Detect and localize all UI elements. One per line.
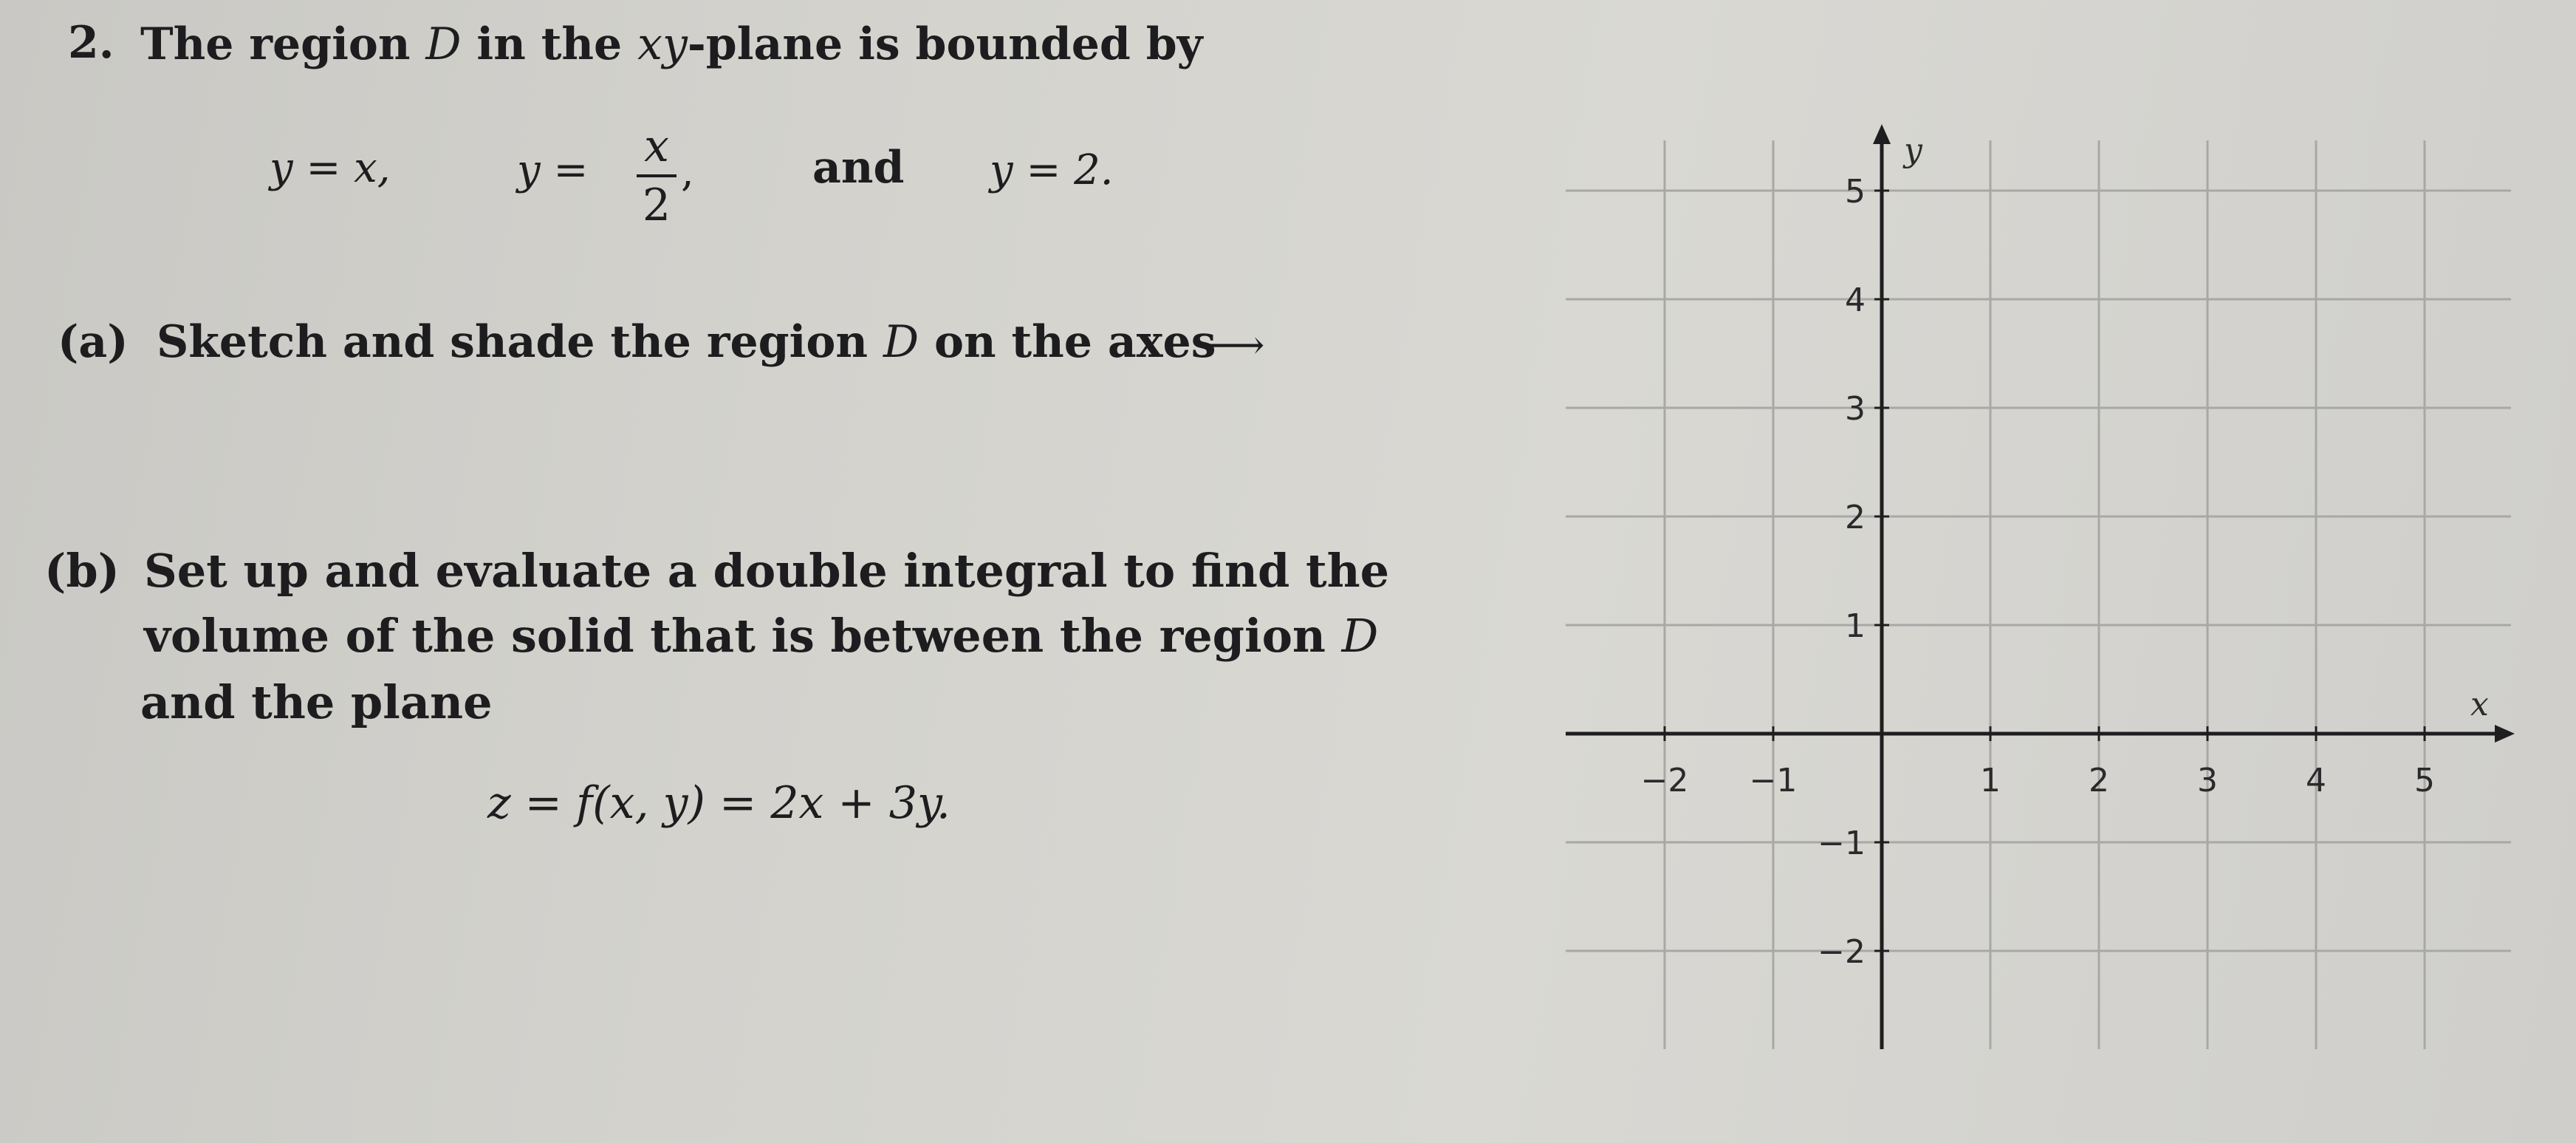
part-b-line-3: and the plane — [140, 675, 493, 729]
right-arrow: ⟶ — [1208, 321, 1265, 368]
part-a-region-variable: D — [883, 316, 919, 368]
part-a-label: (a) — [58, 316, 129, 368]
x-tick-label: −2 — [1640, 762, 1689, 799]
x-axis-arrowhead — [2495, 725, 2515, 743]
y-tick-label: 5 — [1845, 173, 1866, 211]
fraction-denominator: 2 — [642, 180, 671, 231]
x-tick-label: 3 — [2197, 762, 2218, 799]
y-tick-label: −1 — [1818, 825, 1866, 862]
y-axis-arrowhead — [1873, 124, 1891, 144]
y-tick-label: −2 — [1818, 933, 1866, 971]
part-b-region-variable: D — [1341, 609, 1379, 663]
x-tick-label: 2 — [2089, 762, 2109, 799]
fraction-numerator: x — [644, 120, 669, 172]
axes — [1566, 124, 2515, 1049]
y-tick-label: 4 — [1845, 282, 1866, 319]
equation-y-equals-2: y = 2. — [990, 146, 1114, 194]
x-axis-label: x — [2470, 686, 2489, 723]
tick-labels — [1641, 132, 2489, 971]
intro-pre-text: The region — [140, 18, 411, 70]
plane-formula: z = f(x, y) = 2x + 3y. — [487, 777, 950, 829]
part-b-label: (b) — [44, 544, 120, 598]
x-tick-label: 1 — [1980, 762, 2001, 799]
plane-variable: xy — [637, 18, 688, 70]
equation-y-equals-half-x-lhs: y = — [517, 146, 589, 194]
and-conjunction: and — [812, 142, 905, 194]
intro-post-text: -plane is bounded by — [687, 18, 1203, 70]
intro-mid-text: in the — [476, 18, 623, 70]
x-tick-label: −1 — [1749, 762, 1798, 799]
problem-number: 2. — [68, 17, 114, 69]
x-tick-label: 4 — [2306, 762, 2326, 799]
y-tick-label: 3 — [1845, 390, 1866, 428]
x-tick-label: 5 — [2414, 762, 2435, 799]
part-b-line-1: Set up and evaluate a double integral to find the — [144, 544, 1390, 598]
equation-comma: , — [681, 148, 694, 196]
y-tick-label: 1 — [1845, 607, 1866, 645]
grid-lines — [1566, 140, 2511, 1049]
y-axis-label: y — [1904, 132, 1922, 169]
region-variable: D — [425, 18, 462, 70]
part-b-line-2-text: volume of the solid that is between the region — [144, 609, 1326, 663]
y-tick-label: 2 — [1845, 499, 1866, 536]
part-a-text-post: on the axes — [934, 316, 1216, 368]
equation-y-equals-x: y = x, — [270, 144, 391, 192]
part-a-text-pre: Sketch and shade the region — [157, 316, 869, 368]
